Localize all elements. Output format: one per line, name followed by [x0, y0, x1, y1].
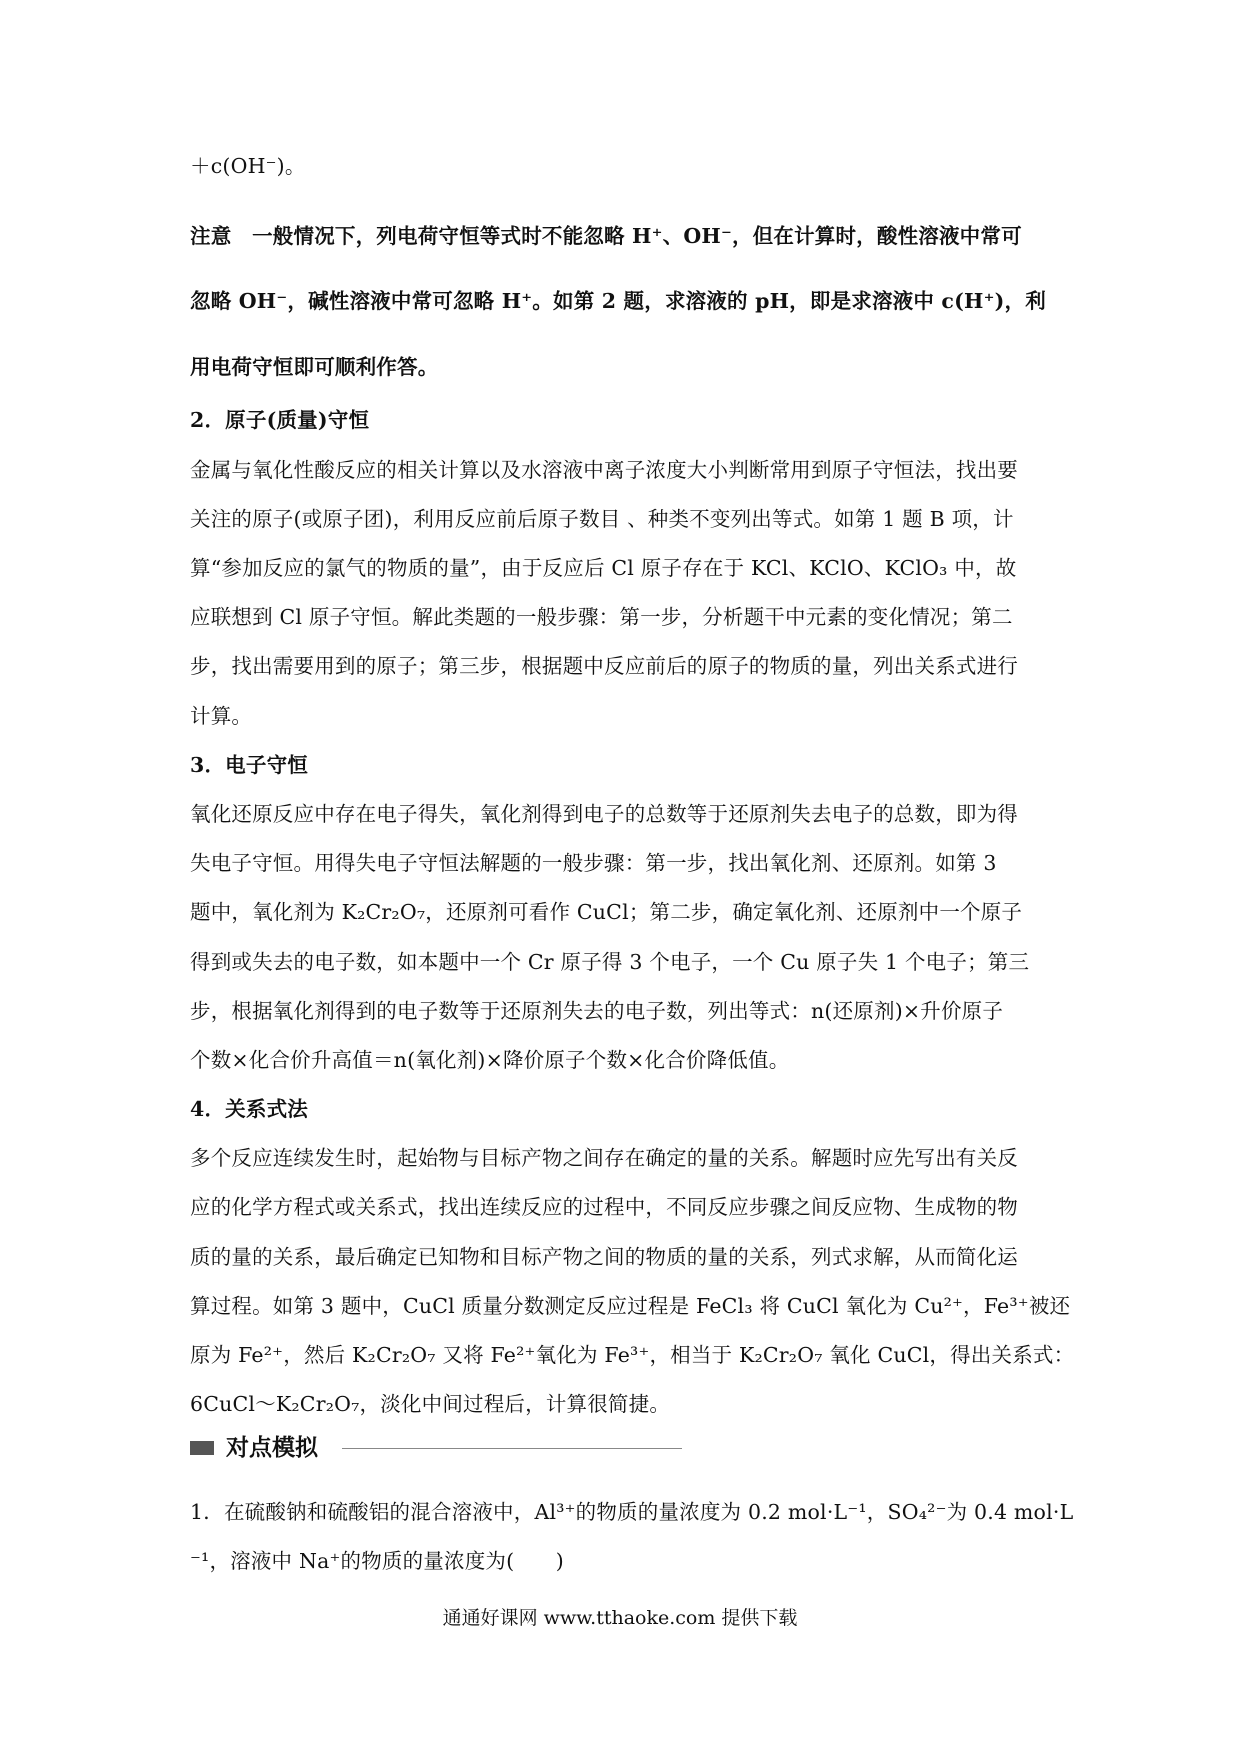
text-line: 计算。	[190, 704, 253, 728]
text-line: 质的量的关系，最后确定已知物和目标产物之间的物质的量的关系，列式求解，从而简化运	[190, 1245, 1018, 1269]
text-line: 3．电子守恒	[190, 753, 308, 777]
text-line: 1．在硫酸钠和硫酸铝的混合溶液中，Al³⁺的物质的量浓度为 0.2 mol·L⁻¹，SO₄²⁻为 0.4 mol·L	[190, 1500, 1074, 1524]
text-line: 注意 一般情况下，列电荷守恒等式时不能忽略 H⁺、OH⁻，但在计算时，酸性溶液中常可	[190, 224, 1022, 248]
page-footer: 通通好课网 www.tthaoke.com 提供下载	[442, 1607, 798, 1629]
text-line: 用电荷守恒即可顺利作答。	[190, 355, 439, 379]
text-line: 原为 Fe²⁺，然后 K₂Cr₂O₇ 又将 Fe²⁺氧化为 Fe³⁺，相当于 K₂Cr₂O₇ 氧化 CuCl，得出关系式：	[190, 1343, 1075, 1367]
section-title: 对点模拟	[226, 1434, 318, 1461]
text-line: 4．关系式法	[190, 1097, 308, 1121]
text-line: 步，根据氧化剂得到的电子数等于还原剂失去的电子数，列出等式：n(还原剂)×升价原子	[190, 999, 1004, 1023]
text-line: 应的化学方程式或关系式，找出连续反应的过程中，不同反应步骤之间反应物、生成物的物	[190, 1195, 1018, 1219]
text-line: 氧化还原反应中存在电子得失，氧化剂得到电子的总数等于还原剂失去电子的总数，即为得	[190, 802, 1018, 826]
text-line: ＋c(OH⁻)。	[190, 154, 306, 178]
text-line: 6CuCl～K₂Cr₂O₇，淡化中间过程后，计算很简捷。	[190, 1392, 671, 1416]
text-line: 2．原子(质量)守恒	[190, 408, 370, 432]
text-line: 算“参加反应的氯气的物质的量”，由于反应后 Cl 原子存在于 KCl、KClO、KClO₃ 中，故	[190, 556, 1017, 580]
text-line: 得到或失去的电子数，如本题中一个 Cr 原子得 3 个电子，一个 Cu 原子失 1 个电子；第三	[190, 950, 1030, 974]
text-line: 题中，氧化剂为 K₂Cr₂O₇，还原剂可看作 CuCl；第二步，确定氧化剂、还原剂中一个原子	[190, 900, 1023, 924]
text-line: 关注的原子(或原子团)，利用反应前后原子数目 、种类不变列出等式。如第 1 题 B 项，计	[190, 507, 1014, 531]
text-line: 金属与氧化性酸反应的相关计算以及水溶液中离子浓度大小判断常用到原子守恒法，找出要	[190, 458, 1018, 482]
section-marker-icon	[190, 1441, 214, 1455]
text-line: 算过程。如第 3 题中，CuCl 质量分数测定反应过程是 FeCl₃ 将 CuCl 氧化为 Cu²⁺，Fe³⁺被还	[190, 1294, 1071, 1318]
text-line: ⁻¹，溶液中 Na⁺的物质的量浓度为( )	[190, 1549, 564, 1573]
text-line: 个数×化合价升高值＝n(氧化剂)×降价原子个数×化合价降低值。	[190, 1048, 790, 1072]
text-line: 步，找出需要用到的原子；第三步，根据题中反应前后的原子的物质的量，列出关系式进行	[190, 654, 1018, 678]
text-line: 忽略 OH⁻，碱性溶液中常可忽略 H⁺。如第 2 题，求溶液的 pH，即是求溶液中 c(H⁺)，利	[190, 289, 1046, 313]
text-line: 多个反应连续发生时，起始物与目标产物之间存在确定的量的关系。解题时应先写出有关反	[190, 1146, 1018, 1170]
text-line: 失电子守恒。用得失电子守恒法解题的一般步骤：第一步，找出氧化剂、还原剂。如第 3	[190, 851, 997, 875]
section-divider	[342, 1448, 682, 1449]
text-line: 应联想到 Cl 原子守恒。解此类题的一般步骤：第一步，分析题干中元素的变化情况；第二	[190, 605, 1013, 629]
